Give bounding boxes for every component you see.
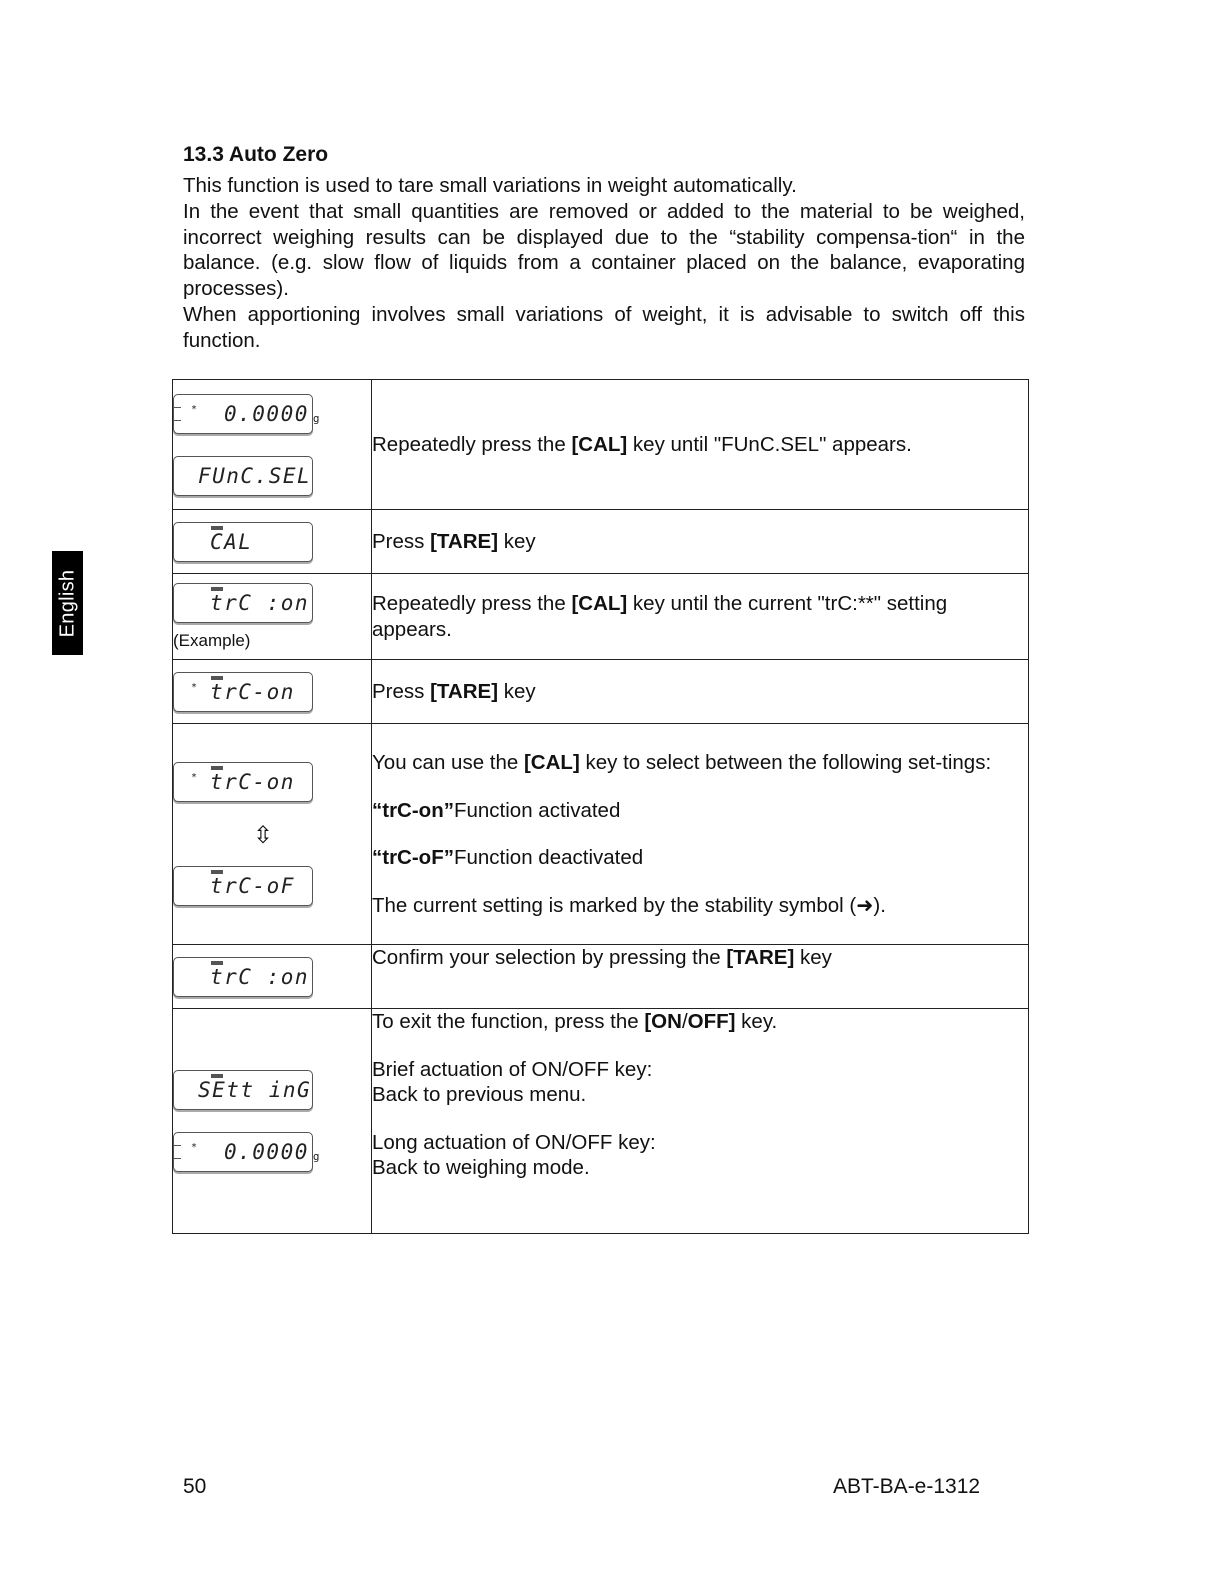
stability-star-icon: * (191, 1142, 199, 1153)
tare-key: [TARE] (726, 946, 795, 969)
tare-key: [TARE] (430, 529, 499, 553)
menu-indicator-icon (211, 1074, 223, 1078)
step-1-text: Repeatedly press the [CAL] key until "FUnC.SEL" appears. (372, 380, 1029, 510)
on-off-key: [ON/OFF] (644, 1010, 736, 1033)
menu-indicator-icon (211, 676, 223, 680)
step-5-displays (173, 724, 372, 945)
lcd-zero-display: * 0.0000 g (173, 394, 313, 434)
lcd-cal-display: CAL (173, 522, 313, 562)
stability-star-icon: * (191, 403, 199, 415)
lcd-trc-on-stable-display: * trC-on (173, 672, 313, 712)
example-label: (Example) (173, 630, 251, 650)
lcd-trc-on-confirm-display: trC :on (173, 957, 313, 997)
step-row-7 (173, 1009, 1029, 1234)
step-1-displays (173, 380, 372, 510)
step-row-4 (173, 660, 1029, 724)
step-4-displays (173, 660, 372, 724)
cal-key: [CAL] (571, 592, 628, 615)
step-6-text: Confirm your selection by pressing the [TARE] key (372, 945, 1029, 1009)
cal-key: [CAL] (571, 432, 628, 456)
option-trc-on: “trC-on” (372, 798, 454, 822)
intro-text (183, 173, 1025, 354)
menu-indicator-icon (211, 526, 223, 530)
menu-indicator-icon (211, 870, 223, 874)
language-tab-label: English (56, 569, 79, 637)
intro-paragraph-2: In the event that small quantities are removed or added to the material to be weighed, incorrect weighing results can be displayed due to the “stability compensa-tion“ in the balance. (e.g. slow flow of liquids from a container placed on the balance, evaporating processes). (183, 199, 1025, 301)
step-row-6 (173, 945, 1029, 1009)
stability-star-icon: * (191, 772, 199, 783)
section-heading: 13.3 Auto Zero (183, 143, 329, 166)
lcd-trc-on-display: trC :on (173, 583, 313, 623)
step-4-text: Press [TARE] key (372, 660, 1029, 724)
steps-table (172, 379, 1029, 1234)
cal-key: [CAL] (523, 751, 580, 774)
lcd-trc-of-option-display: trC-oF (173, 866, 313, 906)
step-3-displays (173, 574, 372, 660)
step-7-text: To exit the function, press the [ON/OFF] key. Brief actuation of ON/OFF key: Back to previous menu. Long actuation of ON/OFF key: Back to weighing mode. (372, 1009, 1029, 1234)
intro-paragraph-3: When apportioning involves small variations of weight, it is advisable to switch off this function. (183, 302, 1025, 352)
up-down-arrow-icon: ⇳ (253, 822, 274, 849)
menu-indicator-icon (211, 766, 223, 770)
step-2-displays (173, 510, 372, 574)
page-number: 50 (183, 1475, 207, 1498)
language-tab (52, 551, 83, 655)
tare-key: [TARE] (430, 679, 499, 703)
step-row-5 (173, 724, 1029, 945)
step-row-1 (173, 380, 1029, 510)
zero-tick-icon (174, 1145, 181, 1159)
lcd-func-sel-display: FUnC.SEL (173, 456, 313, 496)
step-5-text: You can use the [CAL] key to select between the following set-tings: “trC-on”Function activated “trC-oF”Function deactivated The current setting is marked by the stability symbol (➜). (372, 724, 1029, 945)
step-2-text: Press [TARE] key (372, 510, 1029, 574)
menu-indicator-icon (211, 961, 223, 965)
step-7-displays (173, 1009, 372, 1234)
zero-tick-icon (174, 407, 181, 421)
intro-paragraph-1: This function is used to tare small variations in weight automatically. (183, 174, 797, 197)
stability-star-icon: * (191, 681, 199, 693)
step-6-displays (173, 945, 372, 1009)
option-trc-of: “trC-oF” (372, 846, 454, 869)
step-3-text: Repeatedly press the [CAL] key until the current "trC:**" setting appears. (372, 574, 1029, 660)
menu-indicator-icon (211, 587, 223, 591)
step-row-2 (173, 510, 1029, 574)
lcd-zero-display: * 0.0000 g (173, 1132, 313, 1172)
step-row-3 (173, 574, 1029, 660)
stability-arrow-icon: ➜ (856, 893, 874, 917)
lcd-setting-display: SEtt inG (173, 1070, 313, 1110)
document-code: ABT-BA-e-1312 (833, 1475, 981, 1498)
lcd-trc-on-option-display: * trC-on (173, 762, 313, 802)
